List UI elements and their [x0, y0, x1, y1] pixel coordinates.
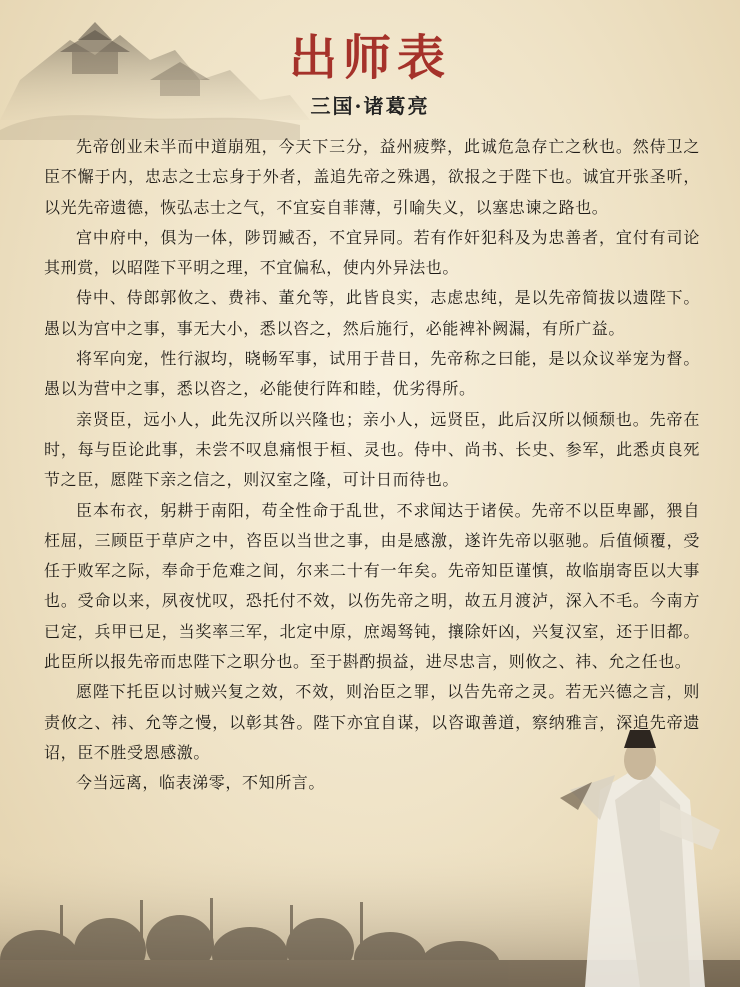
paragraph: 愿陛下托臣以讨贼兴复之效，不效，则治臣之罪，以告先帝之灵。若无兴德之言，则责攸之、祎、允等之慢，以彰其咎。陛下亦宜自谋，以咨诹善道，察纳雅言，深追先帝遗诏，臣不胜受恩感激。 [44, 682, 700, 762]
poem-body [44, 132, 700, 799]
paragraph: 侍中、侍郎郭攸之、费祎、董允等，此皆良实，志虑忠纯，是以先帝简拔以遗陛下。愚以为宫中之事，事无大小，悉以咨之，然后施行，必能裨补阙漏，有所广益。 [44, 288, 700, 338]
paragraph: 将军向宠，性行淑均，晓畅军事，试用于昔日，先帝称之曰能，是以众议举宠为督。愚以为营中之事，悉以咨之，必能使行阵和睦，优劣得所。 [44, 349, 700, 399]
poem-author: 三国·诸葛亮 [310, 94, 430, 118]
paragraph: 宫中府中，俱为一体，陟罚臧否，不宜异同。若有作奸犯科及为忠善者，宜付有司论其刑赏，以昭陛下平明之理，不宜偏私，使内外异法也。 [44, 227, 700, 278]
paragraph: 先帝创业未半而中道崩殂，今天下三分，益州疲弊，此诚危急存亡之秋也。然侍卫之臣不懈于内，忠志之士忘身于外者，盖追先帝之殊遇，欲报之于陛下也。诚宜开张圣听，以光先帝遗德，恢弘志士之气，不宜妄自菲薄，引喻失义，以塞忠谏之路也。 [44, 137, 700, 217]
paragraph: 亲贤臣，远小人，此先汉所以兴隆也；亲小人，远贤臣，此后汉所以倾颓也。先帝在时，每与臣论此事，未尝不叹息痛恨于桓、灵也。侍中、尚书、长史、参军，此悉贞良死节之臣，愿陛下亲之信之，则汉室之隆，可计日而待也。 [44, 409, 700, 490]
paragraph: 臣本布衣，躬耕于南阳，苟全性命于乱世，不求闻达于诸侯。先帝不以臣卑鄙，猥自枉屈，三顾臣于草庐之中，咨臣以当世之事，由是感激，遂许先帝以驱驰。后值倾覆，受任于败军之际，奉命于危难之间，尔来二十有一年矣。先帝知臣谨慎，故临崩寄臣以大事也。受命以来，夙夜忧叹，恐托付不效，以伤先帝之明，故五月渡泸，深入不毛。今南方已定，兵甲已足，当奖率三军，北定中原，庶竭驽钝，攘除奸凶，兴复汉室，还于旧都。此臣所以报先帝而忠陛下之职分也。至于斟酌损益，进尽忠言，则攸之、祎、允之任也。 [44, 500, 700, 672]
poem-title: 出师表 [288, 30, 451, 86]
paragraph: 今当远离，临表涕零，不知所言。 [76, 773, 326, 793]
